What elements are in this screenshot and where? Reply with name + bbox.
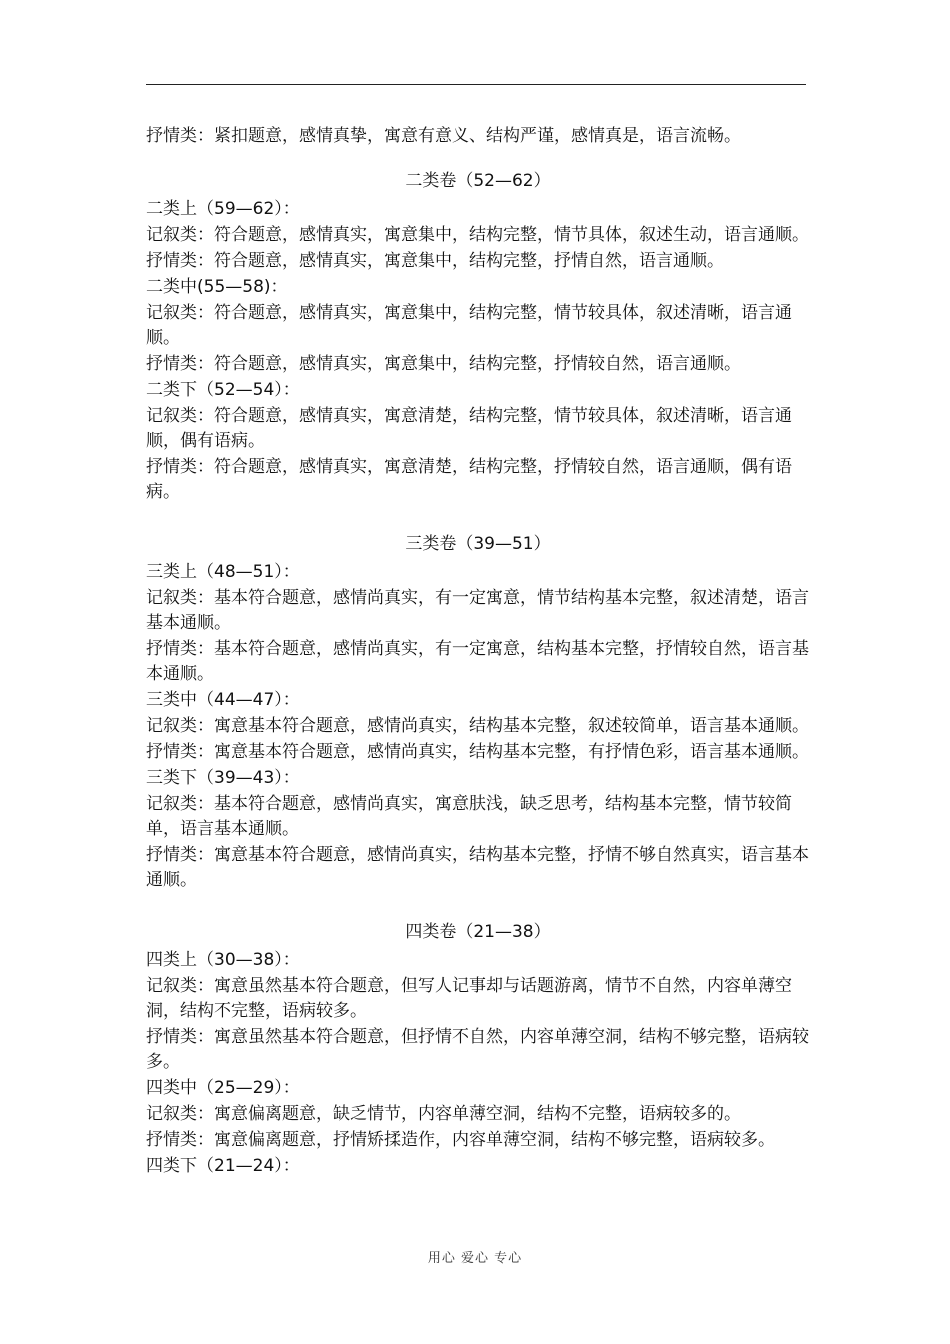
criteria-paragraph: 记叙类：符合题意，感情真实，寓意集中，结构完整，情节具体，叙述生动，语言通顺。 bbox=[146, 225, 809, 245]
criteria-paragraph: 记叙类：寓意虽然基本符合题意，但写人记事却与话题游离，情节不自然，内容单薄空洞，结构不完整，语病较多。 bbox=[146, 976, 792, 1021]
subsection-heading: 二类中(55—58)： bbox=[146, 277, 288, 297]
subsection-heading: 二类下（52—54）： bbox=[146, 380, 300, 400]
subsection-heading: 四类下（21—24）： bbox=[146, 1156, 300, 1176]
criteria-paragraph: 抒情类：寓意基本符合题意，感情尚真实，结构基本完整，抒情不够自然真实，语言基本通顺。 bbox=[146, 845, 809, 890]
section-class-4 bbox=[146, 920, 810, 1179]
section-spacer bbox=[146, 894, 810, 920]
section-title: 二类卷（52—62） bbox=[405, 171, 551, 191]
criteria-paragraph: 记叙类：符合题意，感情真实，寓意清楚，结构完整，情节较具体，叙述清晰，语言通顺，偶有语病。 bbox=[146, 406, 792, 451]
section-class-3 bbox=[146, 532, 810, 893]
subsection-heading: 二类上（59—62）： bbox=[146, 199, 300, 219]
criteria-paragraph: 记叙类：基本符合题意，感情尚真实，寓意肤浅，缺乏思考，结构基本完整，情节较简单，语言基本通顺。 bbox=[146, 794, 792, 839]
intro-paragraph: 抒情类：紧扣题意，感情真挚，寓意有意义、结构严谨，感情真是，语言流畅。 bbox=[146, 126, 741, 146]
criteria-paragraph: 抒情类：基本符合题意，感情尚真实，有一定寓意，结构基本完整，抒情较自然，语言基本通顺。 bbox=[146, 639, 809, 684]
criteria-paragraph: 抒情类：寓意偏离题意，抒情矫揉造作，内容单薄空洞，结构不够完整，语病较多。 bbox=[146, 1130, 775, 1150]
criteria-paragraph: 抒情类：符合题意，感情真实，寓意清楚，结构完整，抒情较自然，语言通顺，偶有语病。 bbox=[146, 457, 792, 502]
section-spacer bbox=[146, 506, 810, 532]
criteria-paragraph: 抒情类：符合题意，感情真实，寓意集中，结构完整，抒情较自然，语言通顺。 bbox=[146, 354, 741, 374]
criteria-paragraph: 记叙类：符合题意，感情真实，寓意集中，结构完整，情节较具体，叙述清晰，语言通顺。 bbox=[146, 303, 792, 348]
subsection-heading: 三类上（48—51）： bbox=[146, 562, 300, 582]
page-footer: 用心 爱心 专心 bbox=[427, 1251, 523, 1266]
criteria-paragraph: 抒情类：寓意虽然基本符合题意，但抒情不自然，内容单薄空洞，结构不够完整，语病较多。 bbox=[146, 1027, 809, 1072]
subsection-heading: 四类中（25—29）： bbox=[146, 1078, 300, 1098]
section-class-2 bbox=[146, 169, 810, 505]
criteria-paragraph: 记叙类：寓意偏离题意，缺乏情节，内容单薄空洞，结构不完整，语病较多的。 bbox=[146, 1104, 741, 1124]
criteria-paragraph: 抒情类：符合题意，感情真实，寓意集中，结构完整，抒情自然，语言通顺。 bbox=[146, 251, 724, 271]
criteria-paragraph: 记叙类：寓意基本符合题意，感情尚真实，结构基本完整，叙述较简单，语言基本通顺。 bbox=[146, 716, 809, 736]
criteria-paragraph: 抒情类：寓意基本符合题意，感情尚真实，结构基本完整，有抒情色彩，语言基本通顺。 bbox=[146, 742, 809, 762]
subsection-heading: 三类中（44—47）： bbox=[146, 690, 300, 710]
section-title: 四类卷（21—38） bbox=[405, 922, 551, 942]
subsection-heading: 四类上（30—38）： bbox=[146, 950, 300, 970]
subsection-heading: 三类下（39—43）： bbox=[146, 768, 300, 788]
document-body bbox=[146, 124, 810, 1180]
criteria-paragraph: 记叙类：基本符合题意，感情尚真实，有一定寓意，情节结构基本完整，叙述清楚，语言基本通顺。 bbox=[146, 588, 809, 633]
section-title: 三类卷（39—51） bbox=[405, 534, 551, 554]
header-rule bbox=[146, 84, 806, 85]
